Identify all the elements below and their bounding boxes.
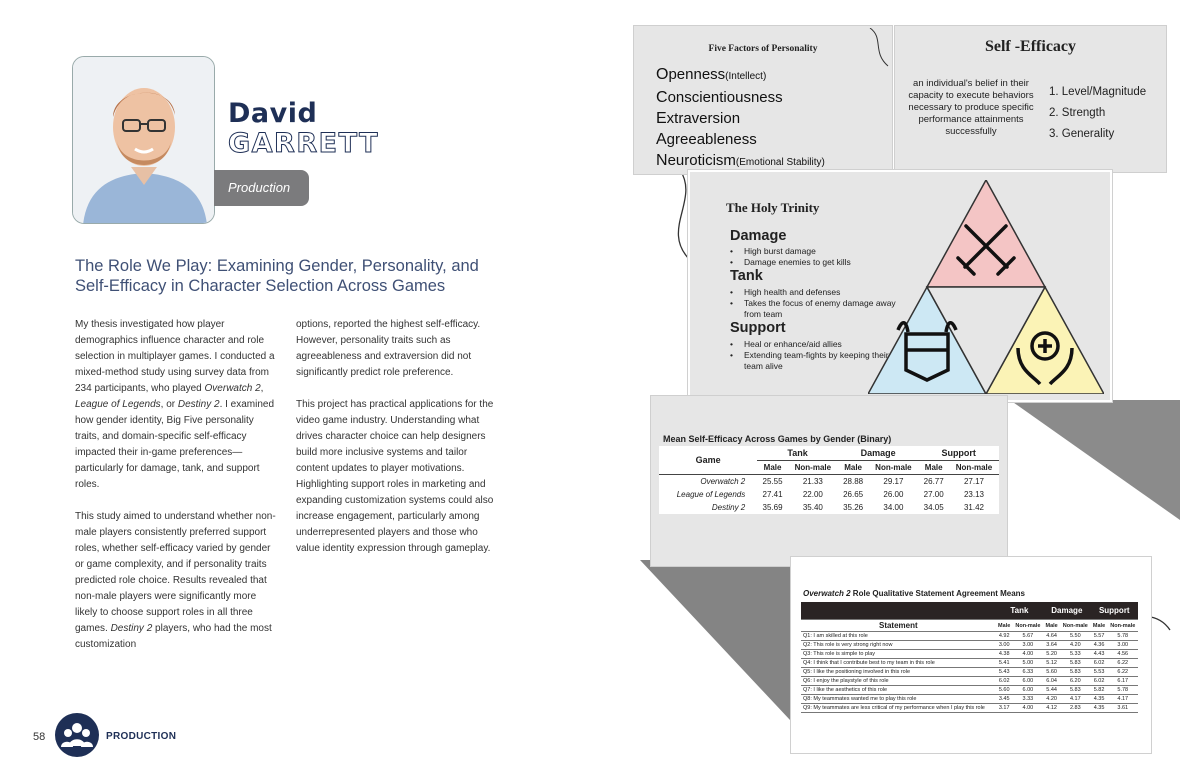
table-row: Q7: I like the aesthetics of this role 5.60 6.00 5.44 5.83 5.82 5.78 xyxy=(801,686,1138,695)
column-header: Tank xyxy=(757,446,838,461)
role-damage-bullets: • High burst damage • Damage enemies to get kills xyxy=(730,246,900,268)
role-tank-bullets: • High health and defenses • Takes the focus of enemy damage away from team xyxy=(730,287,900,320)
footer-department-label: PRODUCTION xyxy=(106,731,177,742)
column-header: Support xyxy=(918,446,999,461)
table-row: Overwatch 2 25.55 21.33 28.88 29.17 26.77 27.17 xyxy=(700,477,985,486)
self-efficacy-title: Self -Efficacy xyxy=(984,38,1077,55)
table-row: League of Legends 27.41 22.00 26.65 26.00 27.00 23.13 xyxy=(676,490,985,499)
holy-trinity-card xyxy=(688,170,1112,402)
list-item: 3. Generality xyxy=(1049,128,1115,140)
role-support-bullets: • Heal or enhance/aid allies • Extending team-fights by keeping their team alive xyxy=(730,339,900,372)
table1-title: Mean Self-Efficacy Across Games by Gender (Binary) xyxy=(663,434,892,444)
article-column-2 xyxy=(296,317,501,573)
article-title: The Role We Play: Examining Gender, Personality, and Self-Efficacy in Character Selection Across Games xyxy=(75,257,479,295)
table2-title: Overwatch 2 Role Qualitative Statement Agreement Means xyxy=(803,589,1025,598)
ocean-item: Extraversion xyxy=(656,110,741,127)
group-people-icon xyxy=(55,713,99,757)
profile-photo xyxy=(72,56,215,224)
self-efficacy-list xyxy=(1049,82,1146,145)
self-efficacy-card xyxy=(894,25,1167,173)
sketch-line xyxy=(866,28,892,68)
table-row: Q3: This role is simple to play 4.38 4.00 5.20 5.33 4.43 4.56 xyxy=(801,650,1138,659)
table-row: Q2: This role is very strong right now 3.00 3.00 3.64 4.20 4.36 3.00 xyxy=(801,641,1138,650)
trinity-title: The Holy Trinity xyxy=(726,200,820,215)
table-row: Q9: My teammates are less critical of my performance when I play this role 3.17 4.00 4.12 2.83 4.35 3.61 xyxy=(801,704,1138,713)
portrait-illustration xyxy=(73,57,215,224)
table-row: Q8: My teammates wanted me to play this role 3.45 3.33 4.20 4.17 4.35 4.17 xyxy=(801,695,1138,704)
table-row: Q6: I enjoy the playstyle of this role 6.02 6.00 6.04 6.20 6.02 6.17 xyxy=(801,677,1138,686)
profile-last-name: GARRETT xyxy=(228,128,380,159)
self-efficacy-table: Game Tank Damage Support Male Non-male Male Non-male Male Non-male Overwatch 2 25.55 21.33 28.88 29.17 26.77 27.17 League of Legends 27.41 22.00 26.65 26.00 27.00 23.13 Destiny 2 35.69 35.40 35.26 34.00 34.05 31.42 xyxy=(659,446,999,514)
table-row: Destiny 2 35.69 35.40 35.26 34.00 34.05 31.42 xyxy=(711,503,985,512)
paragraph: My thesis investigated how player demographics influence character and role selection in multiplayer games. I conducted a mixed-method study using survey data from 234 participants, who played Overwatch 2, League of Legends, or Destiny 2. I examined how gender identity, Big Five personality traits, and domain-specific self-efficacy impacted their in-game preferences—particularly for damage, tank, and support roles. xyxy=(75,319,275,490)
damage-triangle xyxy=(927,180,1045,287)
five-factors-title: Five Factors of Personality xyxy=(708,44,818,54)
table-row: Q4: I think that I contribute best to my team in this role 5.41 5.00 5.12 5.83 6.02 6.22 xyxy=(801,659,1138,668)
self-efficacy-definition: an individual's belief in their capacity to execute behaviors necessary to produce specific performance attainments successfully xyxy=(908,78,1034,137)
ocean-item: Conscientiousness xyxy=(656,89,783,106)
self-efficacy-table-card xyxy=(650,395,1008,567)
article-column-1 xyxy=(75,317,280,669)
ocean-item: Openness(Intellect) xyxy=(656,66,767,83)
column-header: Game xyxy=(659,446,757,475)
department-tag: Production xyxy=(214,170,309,206)
statement-agreement-table: Tank Damage Support Statement Male Non-male Male Non-male Male Non-male Q1: I am skilled at this role 4.92 5.67 4.64 5.50 5.57 5.78 Q2: This role is very strong right now 3.00 3.00 3.64 4.20 4.36 3.00 Q3: This role is simple to play 4.38 4.00 5.20 5.33 4.43 4.56 Q4: I think that I contribute best to my team in this role 5.41 5.00 5.12 5.83 6.02 6.22 Q5: I like the positioning involved in this role 5.43 6.33 5.60 5.83 5.53 6.22 Q6: I enjoy the playstyle of this role 6.02 6.00 6.04 6.20 6.02 6.17 Q7: I like the aesthetics of this role 5.60 6.00 5.44 5.83 5.82 5.78 Q8: My teammates wanted me to play this role 3.45 3.33 4.20 4.17 4.35 4.17 Q9: My teammates are less critical of my performance when I play this role 3.17 4.00 4.12 2.83 4.35 3.61 xyxy=(801,602,1138,713)
list-item: 1. Level/Magnitude xyxy=(1049,86,1147,98)
trinity-triangle xyxy=(868,180,1104,394)
ocean-item: Neuroticism(Emotional Stability) xyxy=(656,152,825,169)
column-header: Damage xyxy=(838,446,919,461)
profile-first-name: David xyxy=(228,98,318,129)
role-tank-heading: Tank xyxy=(730,268,763,284)
page-number: 58 xyxy=(33,731,46,743)
table-row: Q5: I like the positioning involved in this role 5.43 6.33 5.60 5.83 5.53 6.22 xyxy=(801,668,1138,677)
paragraph: options, reported the highest self-efficacy. However, personality traits such as agreeableness and extraversion did not significantly predict role preference. xyxy=(296,319,481,378)
statement-agreement-card xyxy=(790,556,1152,754)
five-factors-card xyxy=(633,25,893,175)
paragraph: This study aimed to understand whether non-male players consistently preferred support roles, whether self-efficacy varied by gender or game complexity, and if personality traits predicted role choice. Results revealed that non-male players were significantly more likely to choose support roles in all three games. Destiny 2 players, who had the most customization xyxy=(75,511,276,650)
ocean-item: Agreeableness xyxy=(656,131,757,148)
role-damage-heading: Damage xyxy=(730,228,787,244)
ocean-list xyxy=(656,64,825,173)
table-row: Q1: I am skilled at this role 4.92 5.67 4.64 5.50 5.57 5.78 xyxy=(801,632,1138,641)
role-support-heading: Support xyxy=(730,320,786,336)
list-item: 2. Strength xyxy=(1049,107,1106,119)
paragraph: This project has practical applications for the video game industry. Understanding what drives character choice can help designers build more inclusive systems and tailor content updates to player motivations. Highlighting support roles in marketing and expanding customization systems could also increase engagement, particularly among underrepresented players and those who value identity expression through gameplay. xyxy=(296,399,494,554)
